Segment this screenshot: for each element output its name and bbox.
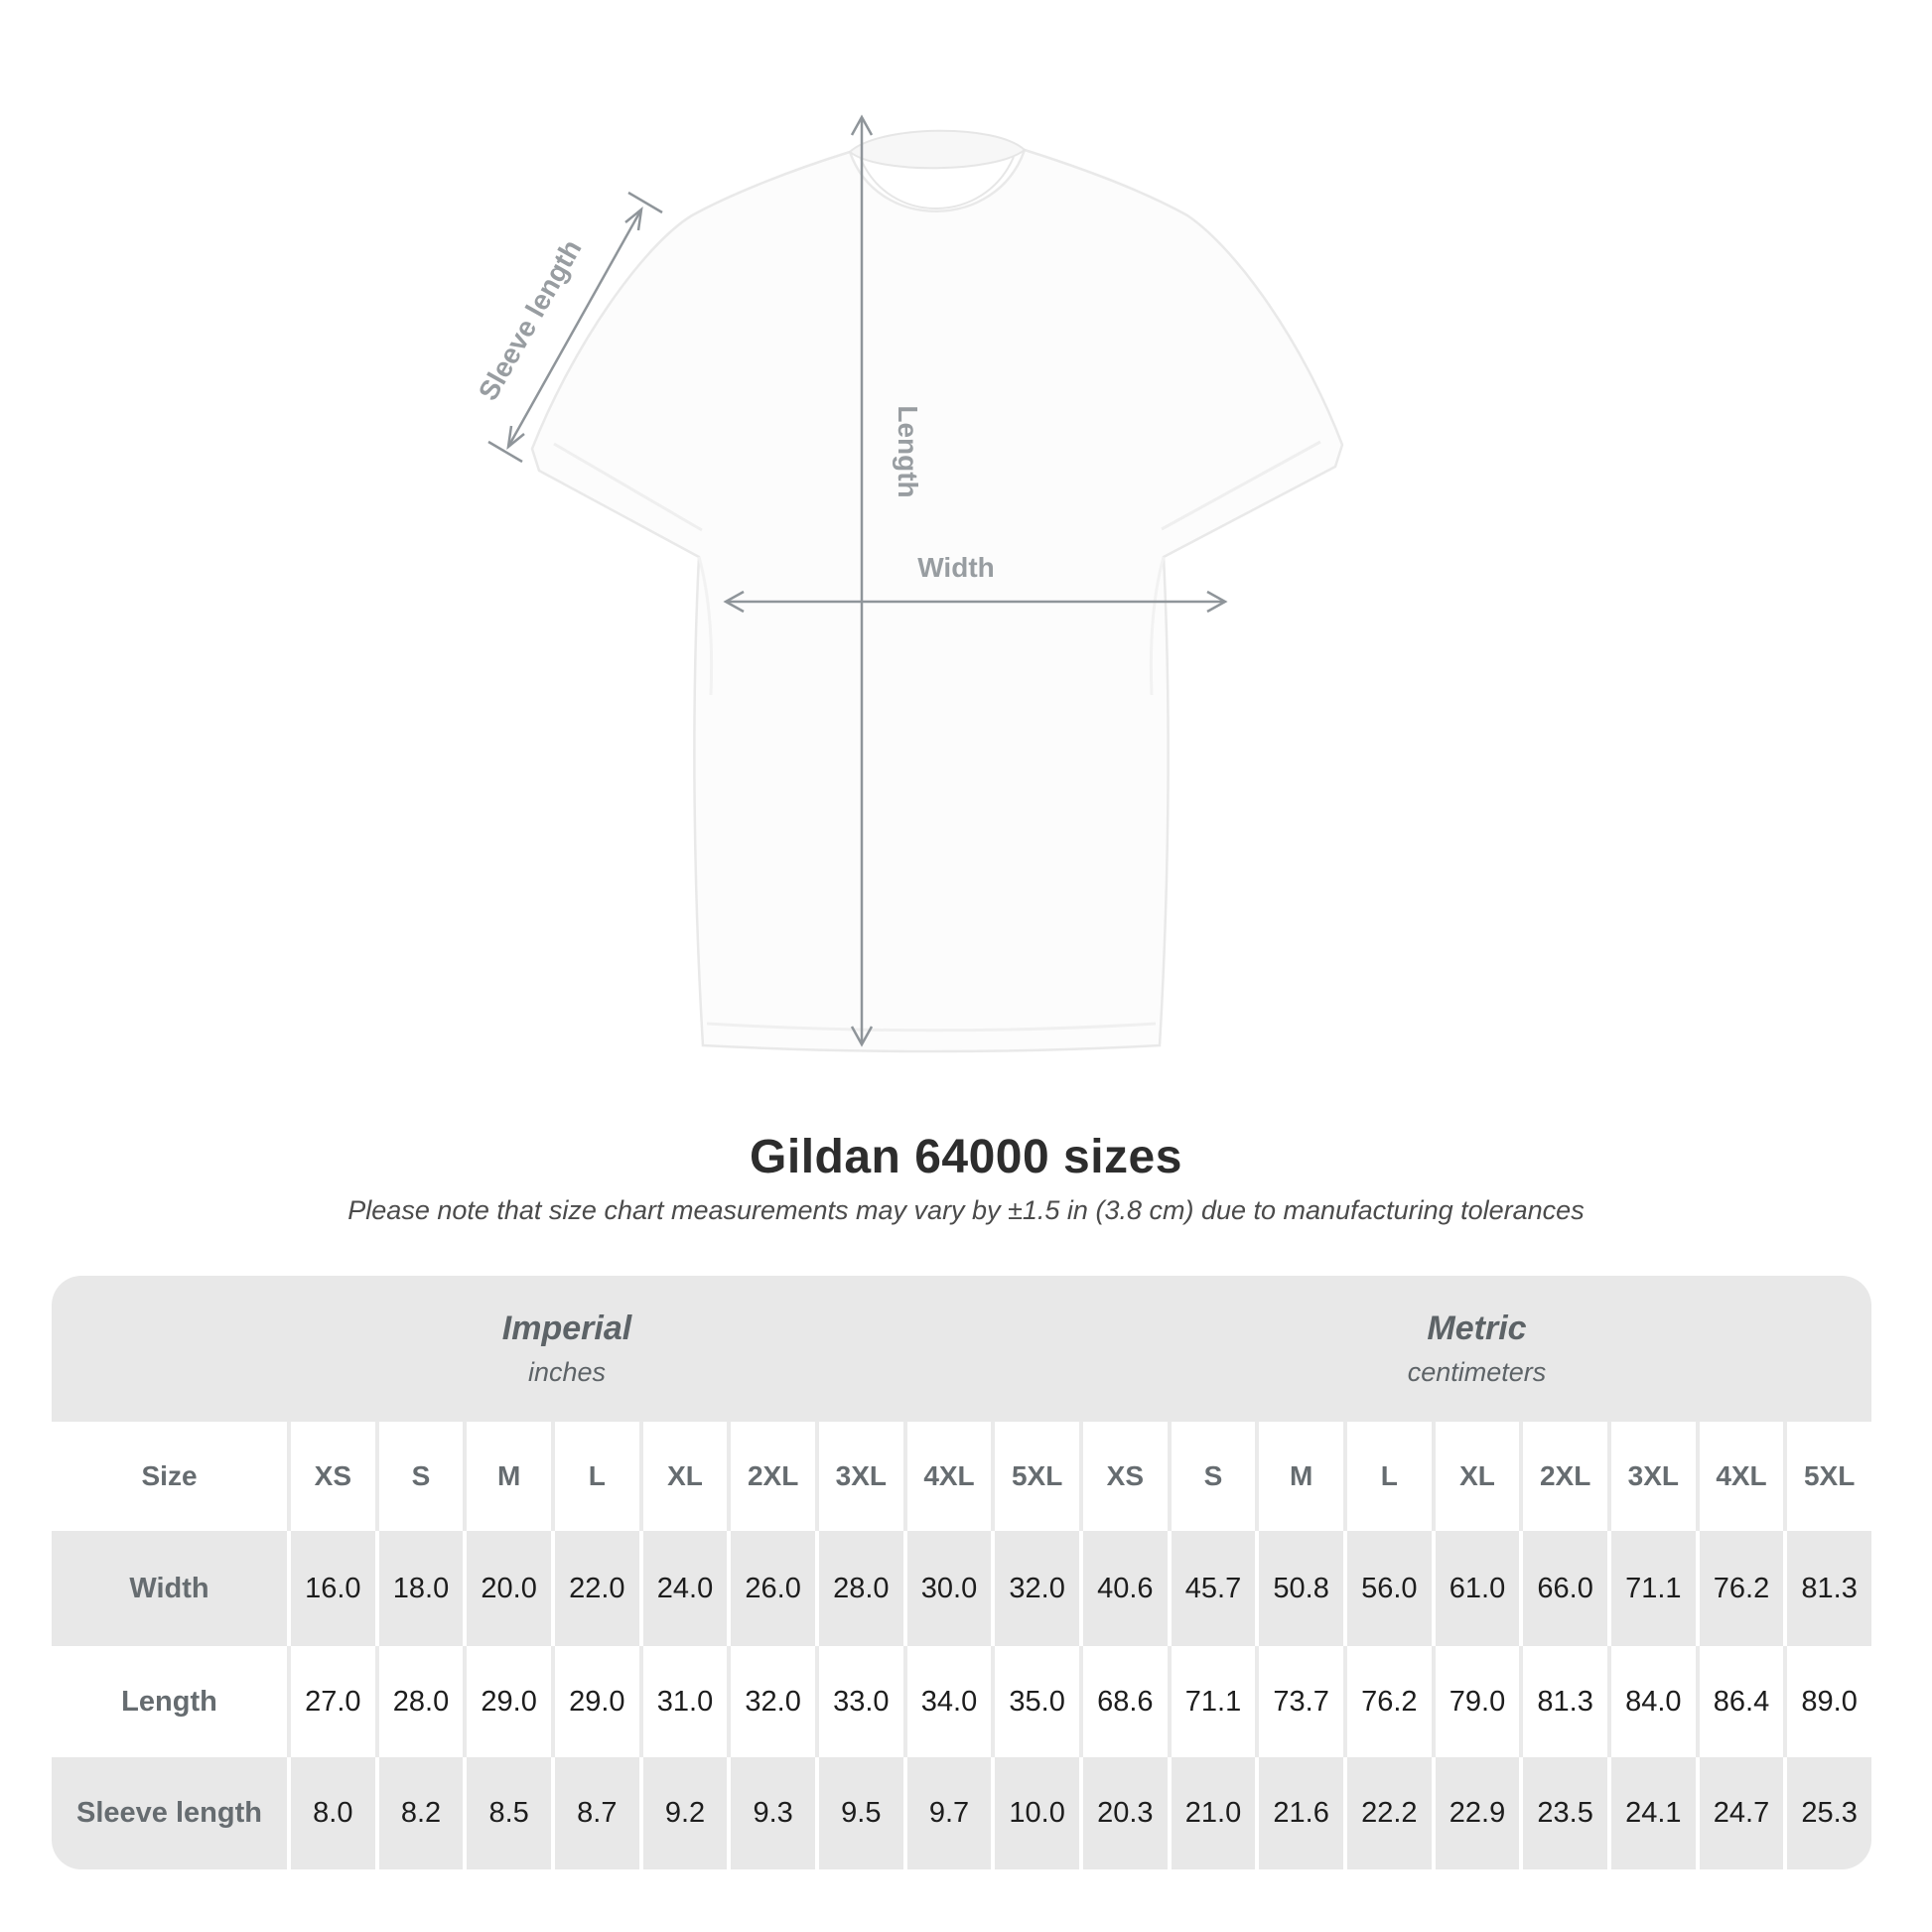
sleeve-imperial-xl: 9.2 bbox=[639, 1757, 728, 1869]
sleeve-imperial-2xl: 9.3 bbox=[727, 1757, 815, 1869]
sleeve-imperial-l: 8.7 bbox=[551, 1757, 639, 1869]
size-header-metric-3xl: 3XL bbox=[1607, 1422, 1696, 1531]
page-subtitle: Please note that size chart measurements may vary by ±1.5 in (3.8 cm) due to manufacturing tolerances bbox=[347, 1195, 1585, 1225]
sleeve-imperial-s: 8.2 bbox=[375, 1757, 464, 1869]
size-header-metric-xs: XS bbox=[1079, 1422, 1168, 1531]
width-metric-s: 45.7 bbox=[1168, 1531, 1256, 1646]
sleeve-metric-2xl: 23.5 bbox=[1519, 1757, 1607, 1869]
length-metric-4xl: 86.4 bbox=[1696, 1646, 1784, 1757]
length-imperial-xl: 31.0 bbox=[639, 1646, 728, 1757]
length-imperial-l: 29.0 bbox=[551, 1646, 639, 1757]
width-metric-xs: 40.6 bbox=[1079, 1531, 1168, 1646]
width-metric-xl: 61.0 bbox=[1432, 1531, 1520, 1646]
width-imperial-l: 22.0 bbox=[551, 1531, 639, 1646]
sleeve-metric-xs: 20.3 bbox=[1079, 1757, 1168, 1869]
sleeve-imperial-5xl: 10.0 bbox=[991, 1757, 1079, 1869]
size-header-imperial-3xl: 3XL bbox=[815, 1422, 903, 1531]
sleeve-metric-m: 21.6 bbox=[1255, 1757, 1343, 1869]
size-header-imperial-xs: XS bbox=[287, 1422, 375, 1531]
length-metric-l: 76.2 bbox=[1343, 1646, 1432, 1757]
size-header-metric-l: L bbox=[1343, 1422, 1432, 1531]
size-header-metric-s: S bbox=[1168, 1422, 1256, 1531]
imperial-header bbox=[52, 1276, 1082, 1422]
width-metric-4xl: 76.2 bbox=[1696, 1531, 1784, 1646]
length-imperial-2xl: 32.0 bbox=[727, 1646, 815, 1757]
width-metric-2xl: 66.0 bbox=[1519, 1531, 1607, 1646]
metric-header bbox=[1082, 1276, 1871, 1422]
size-header-imperial-s: S bbox=[375, 1422, 464, 1531]
length-metric-s: 71.1 bbox=[1168, 1646, 1256, 1757]
row-label-sleeve-length: Sleeve length bbox=[52, 1757, 287, 1869]
width-metric-l: 56.0 bbox=[1343, 1531, 1432, 1646]
sleeve-imperial-m: 8.5 bbox=[463, 1757, 551, 1869]
size-header-imperial-m: M bbox=[463, 1422, 551, 1531]
length-metric-m: 73.7 bbox=[1255, 1646, 1343, 1757]
length-imperial-3xl: 33.0 bbox=[815, 1646, 903, 1757]
size-table bbox=[52, 1276, 1871, 1869]
sleeve-metric-3xl: 24.1 bbox=[1607, 1757, 1696, 1869]
sleeve-metric-4xl: 24.7 bbox=[1696, 1757, 1784, 1869]
tshirt-illustration bbox=[532, 131, 1342, 1051]
length-imperial-5xl: 35.0 bbox=[991, 1646, 1079, 1757]
size-header-imperial-5xl: 5XL bbox=[991, 1422, 1079, 1531]
sleeve-imperial-4xl: 9.7 bbox=[903, 1757, 992, 1869]
length-metric-2xl: 81.3 bbox=[1519, 1646, 1607, 1757]
length-imperial-m: 29.0 bbox=[463, 1646, 551, 1757]
unit-header-band bbox=[52, 1276, 1871, 1422]
length-imperial-4xl: 34.0 bbox=[903, 1646, 992, 1757]
width-label: Width bbox=[917, 552, 995, 583]
size-header-imperial-l: L bbox=[551, 1422, 639, 1531]
width-imperial-xl: 24.0 bbox=[639, 1531, 728, 1646]
row-label-width: Width bbox=[52, 1531, 287, 1646]
sleeve-imperial-3xl: 9.5 bbox=[815, 1757, 903, 1869]
length-imperial-xs: 27.0 bbox=[287, 1646, 375, 1757]
width-metric-5xl: 81.3 bbox=[1783, 1531, 1871, 1646]
sleeve-metric-s: 21.0 bbox=[1168, 1757, 1256, 1869]
width-metric-3xl: 71.1 bbox=[1607, 1531, 1696, 1646]
page-title: Gildan 64000 sizes bbox=[750, 1131, 1182, 1183]
size-header-metric-2xl: 2XL bbox=[1519, 1422, 1607, 1531]
size-header-imperial-xl: XL bbox=[639, 1422, 728, 1531]
size-header-metric-5xl: 5XL bbox=[1783, 1422, 1871, 1531]
imperial-unit: inches bbox=[527, 1357, 607, 1387]
width-metric-m: 50.8 bbox=[1255, 1531, 1343, 1646]
length-metric-3xl: 84.0 bbox=[1607, 1646, 1696, 1757]
width-imperial-m: 20.0 bbox=[463, 1531, 551, 1646]
length-metric-5xl: 89.0 bbox=[1783, 1646, 1871, 1757]
sleeve-imperial-xs: 8.0 bbox=[287, 1757, 375, 1869]
width-imperial-5xl: 32.0 bbox=[991, 1531, 1079, 1646]
size-grid bbox=[52, 1422, 1871, 1869]
size-header-metric-xl: XL bbox=[1432, 1422, 1520, 1531]
width-imperial-2xl: 26.0 bbox=[727, 1531, 815, 1646]
sleeve-metric-l: 22.2 bbox=[1343, 1757, 1432, 1869]
size-header-imperial-2xl: 2XL bbox=[727, 1422, 815, 1531]
width-imperial-xs: 16.0 bbox=[287, 1531, 375, 1646]
size-header-metric-m: M bbox=[1255, 1422, 1343, 1531]
size-header-imperial-4xl: 4XL bbox=[903, 1422, 992, 1531]
imperial-title: Imperial bbox=[501, 1310, 632, 1347]
metric-unit: centimeters bbox=[1407, 1357, 1547, 1387]
sleeve-metric-5xl: 25.3 bbox=[1783, 1757, 1871, 1869]
length-metric-xl: 79.0 bbox=[1432, 1646, 1520, 1757]
size-header-metric-4xl: 4XL bbox=[1696, 1422, 1784, 1531]
width-imperial-s: 18.0 bbox=[375, 1531, 464, 1646]
sleeve-metric-xl: 22.9 bbox=[1432, 1757, 1520, 1869]
row-label-length: Length bbox=[52, 1646, 287, 1757]
sleeve-length-label: Sleeve length bbox=[472, 234, 588, 406]
metric-title: Metric bbox=[1427, 1310, 1527, 1347]
size-column-header: Size bbox=[52, 1422, 287, 1531]
length-label: Length bbox=[893, 405, 923, 498]
width-imperial-4xl: 30.0 bbox=[903, 1531, 992, 1646]
width-imperial-3xl: 28.0 bbox=[815, 1531, 903, 1646]
length-metric-xs: 68.6 bbox=[1079, 1646, 1168, 1757]
length-imperial-s: 28.0 bbox=[375, 1646, 464, 1757]
